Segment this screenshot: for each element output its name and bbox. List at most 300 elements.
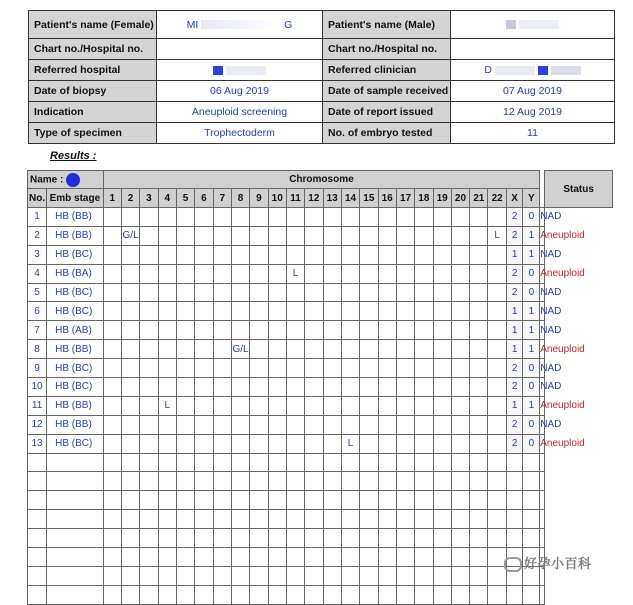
empty-cell [506,472,523,491]
chromosome-cell [378,264,396,283]
chromosome-col-22: 22 [488,189,506,208]
redacted-block [495,66,535,75]
empty-row [28,529,613,548]
empty-cell [433,566,451,585]
y-count: 0 [523,264,540,283]
chromosome-cell [415,378,433,397]
empty-cell [523,472,540,491]
chromosome-col-6: 6 [195,189,213,208]
chromosome-cell [176,434,194,453]
chromosome-cell [158,264,176,283]
empty-cell [323,510,341,529]
chromosome-cell [140,434,158,453]
status-value: Aneuploid [540,396,545,415]
chromosome-cell [140,264,158,283]
chromosome-cell [360,396,378,415]
empty-cell [360,453,378,472]
table-row [28,415,613,434]
chromosome-cell [103,378,121,397]
status-value: Aneuploid [540,264,545,283]
chromosome-cell [360,245,378,264]
empty-cell [378,472,396,491]
x-count: 2 [506,359,523,378]
chromosome-cell [140,396,158,415]
chromosome-col-13: 13 [323,189,341,208]
empty-cell [360,510,378,529]
empty-cell [28,566,47,585]
empty-cell [433,472,451,491]
chromosome-cell [470,245,488,264]
empty-cell [47,529,103,548]
chromosome-cell [433,226,451,245]
chromosome-cell [360,264,378,283]
chromosome-cell [121,245,139,264]
empty-cell [286,529,304,548]
table-row [28,378,613,397]
empty-cell [305,566,323,585]
empty-status-cell [540,510,545,529]
chromosome-cell [396,245,414,264]
empty-cell [506,585,523,604]
embryo-number: 5 [28,283,47,302]
no-header: No. [28,189,47,208]
empty-cell [176,472,194,491]
empty-cell [231,566,249,585]
chromosome-cell [231,245,249,264]
chromosome-cell [195,415,213,434]
empty-cell [305,510,323,529]
chromosome-cell [396,208,414,227]
empty-cell [415,453,433,472]
chromosome-col-17: 17 [396,189,414,208]
chromosome-cell [121,396,139,415]
chromosome-cell [341,264,359,283]
chromosome-cell [360,434,378,453]
redacted-block [519,20,559,29]
chromosome-cell [378,321,396,340]
chromosome-cell [470,415,488,434]
chromosome-cell: L [158,396,176,415]
chromosome-cell [140,340,158,359]
empty-cell [378,453,396,472]
chromosome-cell [158,226,176,245]
empty-cell [323,548,341,567]
chromosome-cell [213,283,231,302]
info-row-specimen [29,123,615,144]
x-count: 2 [506,434,523,453]
chromosome-cell [231,302,249,321]
empty-cell [433,453,451,472]
status-value: Aneuploid [540,340,545,359]
empty-cell [396,529,414,548]
chromosome-cell [323,245,341,264]
chromosome-cell [250,321,268,340]
empty-cell [28,453,47,472]
empty-cell [268,510,286,529]
y-count: 0 [523,378,540,397]
empty-cell [140,566,158,585]
chromosome-col-20: 20 [451,189,469,208]
chromosome-cell [268,264,286,283]
wechat-icon [504,557,522,572]
empty-cell [121,585,139,604]
empty-cell [360,585,378,604]
empty-cell [213,472,231,491]
chromosome-cell [140,321,158,340]
empty-cell [158,529,176,548]
embryo-stage: HB (BB) [47,396,103,415]
empty-cell [195,566,213,585]
chromosome-cell [305,378,323,397]
chromosome-cell [231,378,249,397]
embryo-number: 10 [28,378,47,397]
chromosome-cell [268,321,286,340]
chromosome-col-16: 16 [378,189,396,208]
chromosome-cell [140,415,158,434]
redacted-dot [66,173,80,187]
chromosome-cell [470,396,488,415]
chromosome-cell [378,359,396,378]
chromosome-cell [396,283,414,302]
empty-cell [158,548,176,567]
chromosome-cell [250,302,268,321]
chromosome-cell [488,283,506,302]
empty-cell [268,529,286,548]
empty-cell [103,548,121,567]
empty-cell [213,548,231,567]
chromosome-cell [158,321,176,340]
table-row [28,396,613,415]
status-value: Aneuploid [540,434,545,453]
chromosome-cell [213,378,231,397]
embryo-number: 1 [28,208,47,227]
x-count: 2 [506,378,523,397]
empty-cell [213,585,231,604]
empty-row [28,491,613,510]
chromosome-cell [451,434,469,453]
empty-cell [305,472,323,491]
chromosome-cell [360,302,378,321]
x-count: 2 [506,415,523,434]
chromosome-cell [176,415,194,434]
chromosome-cell [286,359,304,378]
embryo-stage: HB (BC) [47,378,103,397]
table-row [28,434,613,453]
embryo-stage: HB (BB) [47,415,103,434]
table-row [28,359,613,378]
embryo-number: 12 [28,415,47,434]
chromosome-header: Chromosome [103,171,540,189]
empty-cell [305,548,323,567]
report-issued-value: 12 Aug 2019 [451,102,615,123]
chromosome-cell [433,396,451,415]
x-count: 1 [506,396,523,415]
empty-cell [268,472,286,491]
chromosome-cell [470,264,488,283]
chromosome-cell [140,359,158,378]
female-name-value [157,11,323,39]
chromosome-cell [488,415,506,434]
chromosome-cell [103,208,121,227]
chromosome-cell [176,245,194,264]
chromosome-col-12: 12 [305,189,323,208]
empty-cell [176,453,194,472]
empty-cell [140,585,158,604]
chromosome-cell [268,434,286,453]
chromosome-cell [268,415,286,434]
info-row-referral [29,60,615,81]
chromosome-cell [231,434,249,453]
chromosome-cell [231,226,249,245]
status-value: NAD [540,283,545,302]
chromosome-cell [140,302,158,321]
empty-cell [523,453,540,472]
date-biopsy-label: Date of biopsy [29,81,157,102]
x-count: 1 [506,321,523,340]
chromosome-cell [341,226,359,245]
empty-cell [121,510,139,529]
chromosome-cell [250,359,268,378]
chromosome-cell [213,245,231,264]
empty-cell [268,453,286,472]
empty-cell [195,548,213,567]
x-count: 1 [506,245,523,264]
chromosome-cell [378,245,396,264]
empty-cell [158,453,176,472]
empty-cell [523,491,540,510]
chromosome-cell [231,264,249,283]
empty-cell [268,585,286,604]
empty-cell [286,510,304,529]
empty-cell [268,566,286,585]
chromosome-cell [250,396,268,415]
table-row [28,340,613,359]
grid-header-row-1 [28,171,613,189]
chromosome-cell [396,340,414,359]
chromosome-cell [268,245,286,264]
chart-no-female-value [157,39,323,60]
chromosome-cell [305,283,323,302]
empty-cell [121,453,139,472]
chromosome-cell [378,340,396,359]
empty-cell [396,491,414,510]
chromosome-cell [415,208,433,227]
chromosome-col-11: 11 [286,189,304,208]
empty-cell [195,510,213,529]
empty-cell [250,491,268,510]
status-value: NAD [540,359,545,378]
empty-cell [451,453,469,472]
embryo-stage: HB (AB) [47,321,103,340]
chromosome-cell [140,283,158,302]
chromosome-cell [305,359,323,378]
chromosome-cell [158,359,176,378]
redacted-block [201,20,281,29]
empty-cell [451,566,469,585]
chromosome-cell [213,226,231,245]
empty-cell [231,453,249,472]
chromosome-cell [195,226,213,245]
embryo-stage: HB (BC) [47,283,103,302]
empty-cell [433,491,451,510]
empty-cell [470,529,488,548]
empty-row [28,585,613,604]
embryo-stage: HB (BB) [47,208,103,227]
chromosome-col-X: X [506,189,523,208]
chromosome-cell [158,302,176,321]
table-row [28,208,613,227]
empty-cell [286,491,304,510]
chromosome-cell [396,264,414,283]
chromosome-cell [250,283,268,302]
embryo-number: 9 [28,359,47,378]
male-name-value [451,11,615,39]
chromosome-cell [341,396,359,415]
chromosome-cell [176,359,194,378]
chromosome-cell [451,396,469,415]
y-count: 0 [523,208,540,227]
empty-cell [231,472,249,491]
chromosome-cell [250,245,268,264]
chromosome-cell [323,340,341,359]
chromosome-cell [195,321,213,340]
empty-cell [213,566,231,585]
empty-cell [488,585,506,604]
chromosome-cell [378,283,396,302]
chromosome-cell [250,415,268,434]
chromosome-cell [378,434,396,453]
chromosome-cell [176,396,194,415]
empty-cell [195,491,213,510]
empty-cell [323,585,341,604]
empty-cell [396,548,414,567]
x-count: 1 [506,302,523,321]
empty-cell [28,510,47,529]
x-count: 2 [506,264,523,283]
chart-no-female-label: Chart no./Hospital no. [29,39,157,60]
redacted-block [213,66,223,75]
y-count: 0 [523,434,540,453]
report-issued-label: Date of report issued [323,102,451,123]
chromosome-cell [341,283,359,302]
empty-cell [250,585,268,604]
empty-cell [158,566,176,585]
status-value: NAD [540,321,545,340]
date-biopsy-value: 06 Aug 2019 [157,81,323,102]
chromosome-cell [341,245,359,264]
chromosome-cell [176,321,194,340]
empty-cell [28,472,47,491]
empty-cell [378,510,396,529]
chromosome-cell [323,434,341,453]
chart-no-male-value [451,39,615,60]
specimen-type-label: Type of specimen [29,123,157,144]
embryo-stage: HB (BB) [47,340,103,359]
chromosome-cell [103,302,121,321]
chromosome-cell [268,359,286,378]
empty-cell [415,491,433,510]
empty-cell [250,529,268,548]
chromosome-cell [231,208,249,227]
empty-cell [140,510,158,529]
empty-cell [451,585,469,604]
status-value: NAD [540,302,545,321]
chromosome-cell [268,302,286,321]
chromosome-cell [360,283,378,302]
empty-cell [396,453,414,472]
chromosome-cell: L [341,434,359,453]
clinician-initial: D [484,64,492,77]
chromosome-cell [360,378,378,397]
chromosome-cell [396,396,414,415]
chromosome-cell [305,245,323,264]
y-count: 1 [523,245,540,264]
empty-cell [415,566,433,585]
empty-cell [341,548,359,567]
empty-cell [360,548,378,567]
chromosome-cell [286,226,304,245]
empty-cell [213,453,231,472]
chromosome-results-table [27,170,613,605]
chromosome-cell [396,434,414,453]
chromosome-cell [158,245,176,264]
empty-cell [470,566,488,585]
chromosome-cell [378,396,396,415]
empty-cell [28,491,47,510]
chromosome-cell [451,378,469,397]
y-count: 1 [523,340,540,359]
empty-cell [341,529,359,548]
chromosome-cell [286,245,304,264]
chromosome-cell [158,283,176,302]
empty-cell [158,510,176,529]
chromosome-cell [195,340,213,359]
referred-clinician-value [451,60,615,81]
chromosome-cell [213,434,231,453]
chromosome-cell [323,283,341,302]
chromosome-cell [433,359,451,378]
chromosome-cell [433,340,451,359]
empty-cell [470,491,488,510]
chromosome-cell [360,226,378,245]
chromosome-cell [250,208,268,227]
chromosome-cell [213,340,231,359]
empty-cell [121,529,139,548]
chromosome-cell [286,283,304,302]
chromosome-cell [286,434,304,453]
chromosome-cell [488,245,506,264]
chromosome-cell [470,340,488,359]
referred-hospital-label: Referred hospital [29,60,157,81]
chromosome-cell [470,302,488,321]
chromosome-cell [360,359,378,378]
chromosome-cell [121,283,139,302]
chromosome-cell: L [286,264,304,283]
chromosome-cell [433,283,451,302]
chromosome-cell [176,340,194,359]
chromosome-col-1: 1 [103,189,121,208]
chromosome-cell [415,245,433,264]
chromosome-cell [213,264,231,283]
chromosome-cell [213,208,231,227]
chromosome-cell [286,321,304,340]
empty-cell [213,529,231,548]
chromosome-cell [231,359,249,378]
chromosome-cell [158,415,176,434]
empty-cell [433,510,451,529]
chromosome-cell [121,302,139,321]
embryo-count-label: No. of embryo tested [323,123,451,144]
